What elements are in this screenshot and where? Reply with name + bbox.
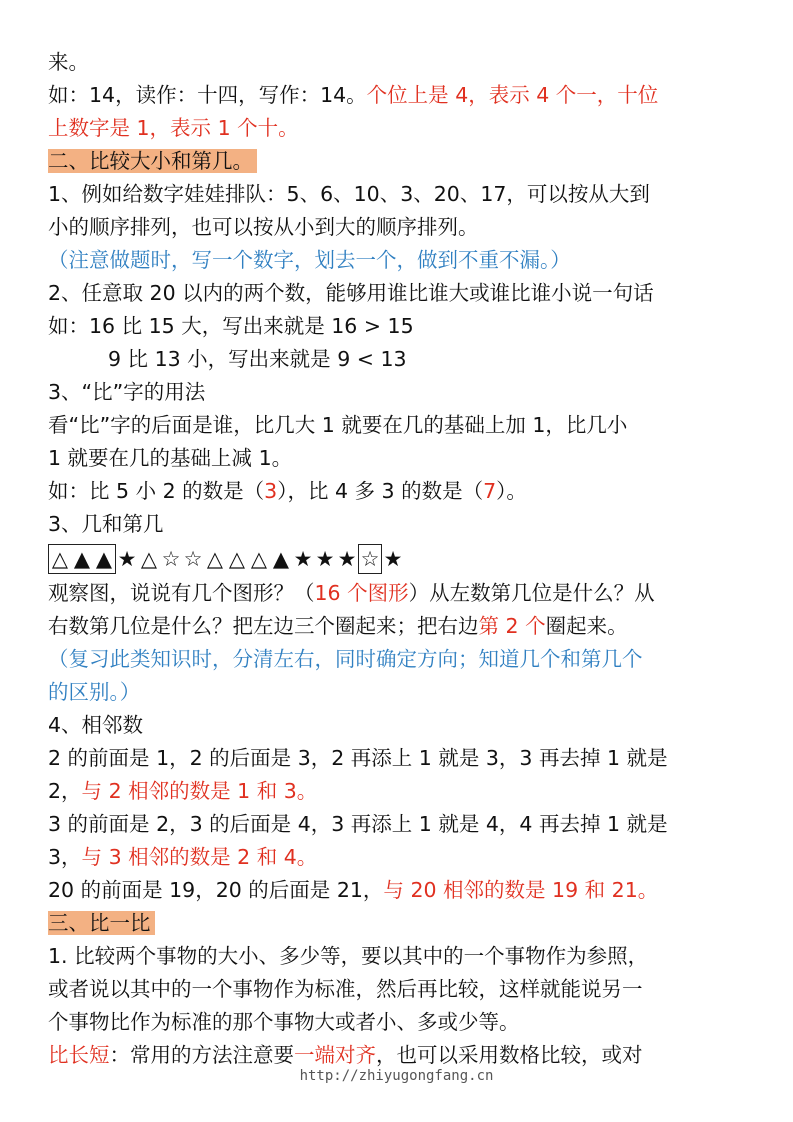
- text: ）。: [496, 479, 527, 503]
- text-line: [48, 1006, 758, 1039]
- text-line: [48, 709, 758, 742]
- text-line: [48, 409, 758, 442]
- text-line: [48, 610, 758, 643]
- section-heading-2: [48, 145, 758, 178]
- triangle-outline-icon: △: [206, 547, 224, 571]
- triangle-filled-icon: ▲: [272, 547, 290, 571]
- triangle-filled-icon: ▲: [95, 547, 113, 571]
- star-filled-icon: ★: [293, 547, 313, 571]
- note-text: （复习此类知识时，分清左右，同时确定方向；知道几个和第几个: [48, 647, 643, 671]
- text-line: [48, 112, 758, 145]
- heading-text: 二、比较大小和第几。: [48, 149, 257, 173]
- red-text: 个位上是 4，表示 4 个一，十位: [366, 83, 659, 107]
- text-line: [48, 46, 758, 79]
- shape-row: [48, 541, 758, 577]
- note-line: [48, 643, 758, 676]
- text-line: [48, 973, 758, 1006]
- text: 来。: [48, 50, 89, 74]
- answer: 16 个图形: [314, 581, 409, 605]
- star-filled-icon: ★: [337, 547, 357, 571]
- text-line: [48, 808, 758, 841]
- text-line: [48, 508, 758, 541]
- text-line: [48, 79, 758, 112]
- star-outline-icon: ☆: [360, 547, 380, 571]
- note-text: 的区别。）: [48, 680, 141, 704]
- text: 3 的前面是 2，3 的后面是 4，3 再添上 1 就是 4，4 再去掉 1 就是: [48, 812, 668, 836]
- star-outline-icon: ☆: [161, 547, 181, 571]
- triangle-filled-icon: ▲: [73, 547, 91, 571]
- text: 如：比 5 小 2 的数是（: [48, 479, 265, 503]
- text: 1 就要在几的基础上减 1。: [48, 446, 293, 470]
- text-line: [48, 211, 758, 244]
- triangle-outline-icon: △: [51, 547, 69, 571]
- star-filled-icon: ★: [383, 547, 403, 571]
- text: 3、“比”字的用法: [48, 380, 206, 404]
- text: 2、任意取 20 以内的两个数，能够用谁比谁大或谁比谁小说一句话: [48, 281, 654, 305]
- answer: 7: [483, 479, 497, 503]
- text: 看“比”字的后面是谁，比几大 1 就要在几的基础上加 1，比几小: [48, 413, 628, 437]
- text-line: [48, 775, 758, 808]
- text: 小的顺序排列，也可以按从小到大的顺序排列。: [48, 215, 479, 239]
- section-heading-3: [48, 907, 758, 940]
- text: 右数第几位是什么？把左边三个圈起来；把右边: [48, 614, 479, 638]
- text: 3，: [48, 845, 82, 869]
- star-outline-icon: ☆: [183, 547, 203, 571]
- red-text: 一端对齐: [294, 1043, 376, 1067]
- text-line: [48, 874, 758, 907]
- red-text: 上数字是 1，表示 1 个十。: [48, 116, 299, 140]
- text: 20 的前面是 19，20 的后面是 21，: [48, 878, 384, 902]
- text: ），比 4 多 3 的数是（: [277, 479, 484, 503]
- answer: 与 2 相邻的数是 1 和 3。: [81, 779, 318, 803]
- heading-text: 三、比一比: [48, 911, 155, 935]
- left-three-box: [48, 544, 116, 574]
- text: 或者说以其中的一个事物作为标准，然后再比较，这样就能说另一: [48, 977, 643, 1001]
- note-line: [48, 244, 758, 277]
- text: ，也可以采用数格比较，或对: [376, 1043, 643, 1067]
- answer: 与 3 相邻的数是 2 和 4。: [81, 845, 318, 869]
- text: 2，: [48, 779, 82, 803]
- text: ：常用的方法注意要: [109, 1043, 294, 1067]
- text-line: [48, 376, 758, 409]
- text-line: [48, 310, 758, 343]
- document-body: [48, 46, 758, 1072]
- text-line: [48, 475, 758, 508]
- text: 观察图，说说有几个图形？（: [48, 581, 315, 605]
- red-text: 比长短: [48, 1043, 110, 1067]
- text-line: [48, 742, 758, 775]
- text-line: [48, 577, 758, 610]
- note-text: （注意做题时，写一个数字，划去一个，做到不重不漏。）: [48, 248, 571, 272]
- text: ）从左数第几位是什么？从: [408, 581, 655, 605]
- text: 如：16 比 15 大，写出来就是 16 > 15: [48, 314, 414, 338]
- text-line: [48, 940, 758, 973]
- star-filled-icon: ★: [117, 547, 137, 571]
- text: 如：14，读作：十四，写作：14。: [48, 83, 367, 107]
- triangle-outline-icon: △: [140, 547, 158, 571]
- text: 3、几和第几: [48, 512, 164, 536]
- answer: 第 2 个: [478, 614, 546, 638]
- text: 2 的前面是 1，2 的后面是 3，2 再添上 1 就是 3，3 再去掉 1 就是: [48, 746, 668, 770]
- triangle-outline-icon: △: [250, 547, 268, 571]
- right-second-box: [358, 544, 382, 574]
- text-line: [48, 343, 758, 376]
- answer: 3: [264, 479, 278, 503]
- text-line: [48, 442, 758, 475]
- text: 1、例如给数字娃娃排队：5、6、10、3、20、17，可以按从大到: [48, 182, 650, 206]
- text: 圈起来。: [545, 614, 628, 638]
- footer-url: http://zhiyugongfang.cn: [299, 1068, 494, 1084]
- text-line: [48, 178, 758, 211]
- text-line: [48, 277, 758, 310]
- text-line: [48, 841, 758, 874]
- text: 个事物比作为标准的那个事物大或者小、多或少等。: [48, 1010, 520, 1034]
- triangle-outline-icon: △: [228, 547, 246, 571]
- answer: 与 20 相邻的数是 19 和 21。: [383, 878, 659, 902]
- star-filled-icon: ★: [315, 547, 335, 571]
- text: 9 比 13 小，写出来就是 9 < 13: [108, 347, 407, 371]
- text: 4、相邻数: [48, 713, 144, 737]
- text: 1. 比较两个事物的大小、多少等，要以其中的一个事物作为参照，: [48, 944, 649, 968]
- note-line: [48, 676, 758, 709]
